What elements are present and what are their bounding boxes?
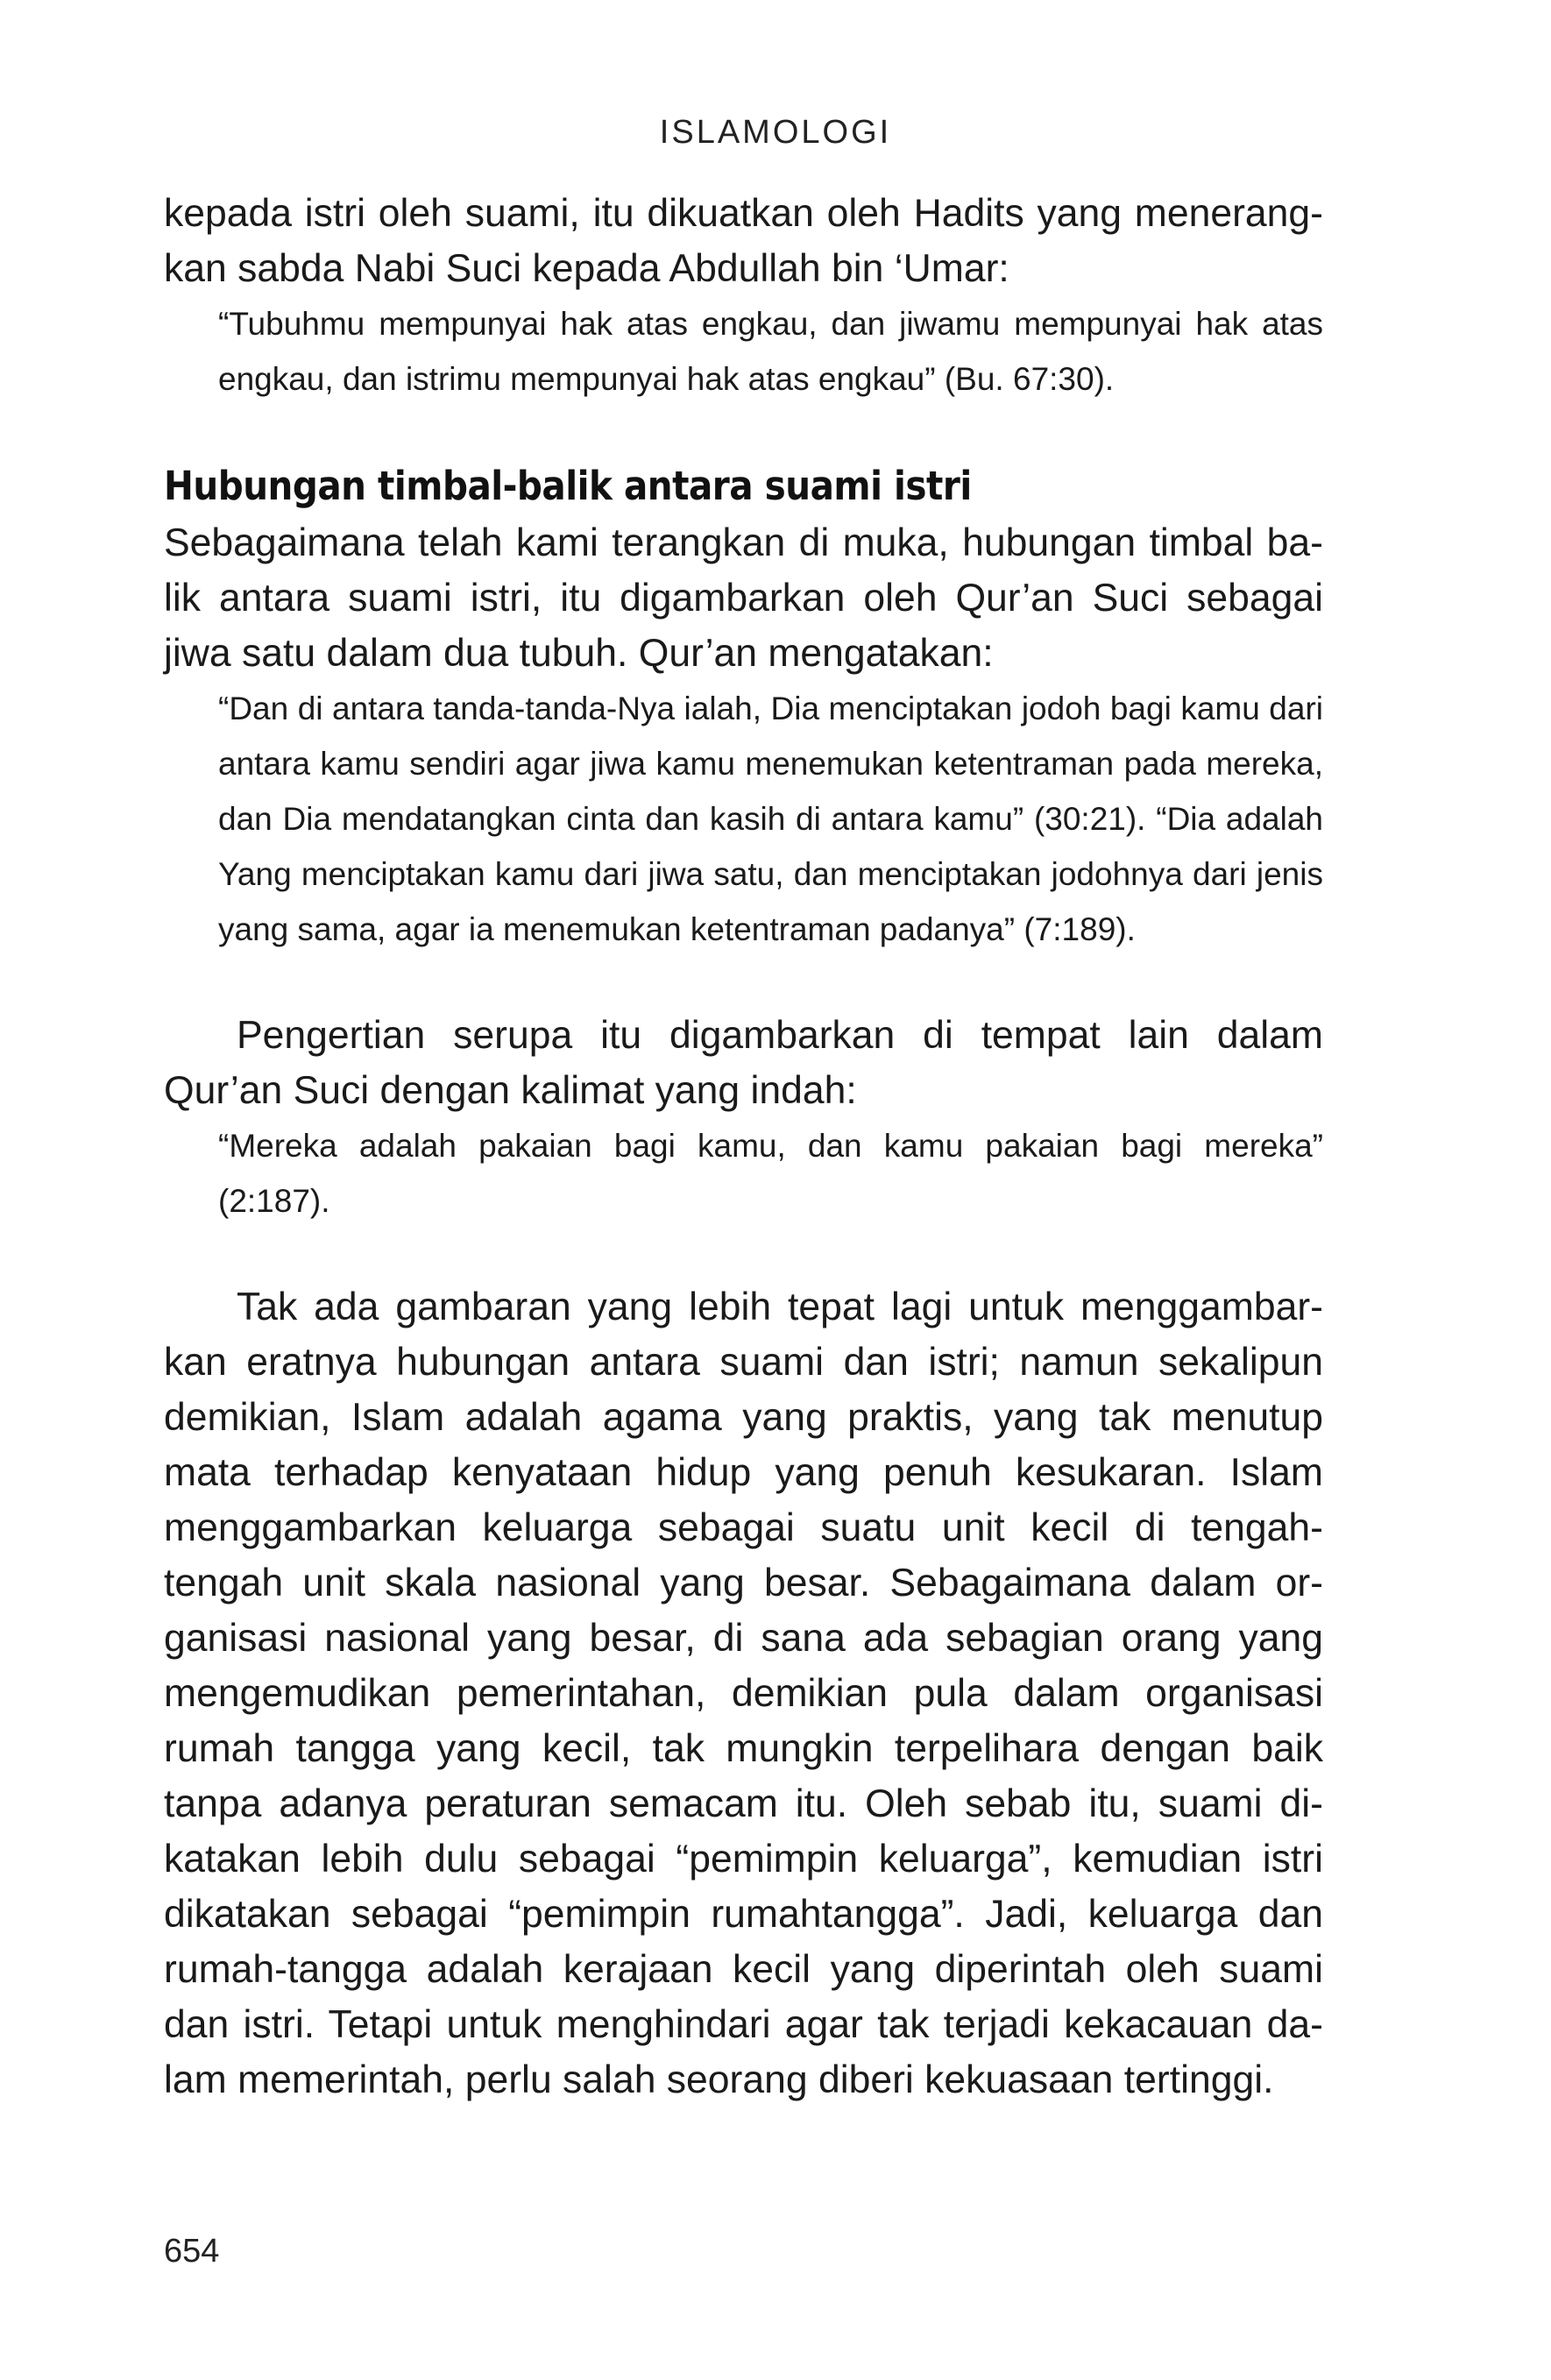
block-quote: “Dan di antara tanda-tanda-Nya ialah, Dia menciptakan jodoh bagi kamu dari antara kamu sendiri agar jiwa kamu menemukan ketentraman pada mereka, dan Dia mendatangkan cinta dan kasih di antara kamu” (30:21). “Dia adalah Yang menciptakan kamu dari jiwa satu, dan menciptakan jodohnya dari jenis yang sama, agar ia menemukan ketentraman padanya” (7:189). [218, 691, 1323, 947]
block-quote: “Tubuhmu mempunyai hak atas engkau, dan jiwamu mempunyai hak atas engkau, dan istrimu mempunyai hak atas engkau” (Bu. 67:30). [218, 306, 1323, 397]
spacer [164, 957, 1323, 1008]
body-paragraph: kepada istri oleh suami, itu dikuatkan oleh Hadits yang menerangkan sabda Nabi Suci kepada Abdullah bin ‘Umar: [164, 192, 1323, 290]
running-head: ISLAMOLOGI [659, 114, 892, 151]
page-body [164, 186, 1323, 2107]
section-heading: Hubungan timbal-balik antara suami istri [164, 463, 972, 509]
page-number: 654 [164, 2233, 220, 2270]
spacer [164, 407, 1323, 457]
body-paragraph: Sebagaimana telah kami terangkan di muka, hubungan timbal balik antara suami istri, itu digambarkan oleh Qur’an Suci sebagai jiwa satu dalam dua tubuh. Qur’an mengatakan: [164, 521, 1323, 675]
spacer [164, 1229, 1323, 1279]
body-paragraph: Tak ada gambaran yang lebih tepat lagi untuk menggambarkan eratnya hubungan antara suami dan istri; namun sekalipun demikian, Islam adalah agama yang praktis, yang tak menutup mata terhadap kenyataan hidup yang penuh kesukaran. Islam menggambarkan keluarga sebagai suatu unit kecil di tengah-tengah unit skala nasional yang besar. Sebagaimana dalam organisasi nasional yang besar, di sana ada sebagian orang yang mengemudikan pemerintahan, demikian pula dalam organisasi rumah tangga yang kecil, tak mungkin terpelihara dengan baik tanpa adanya peraturan semacam itu. Oleh sebab itu, suami dikatakan lebih dulu sebagai “pemimpin keluarga”, kemudian istri dikatakan sebagai “pemimpin rumahtangga”. Jadi, keluarga dan rumah-tangga adalah kerajaan kecil yang diperintah oleh suami dan istri. Tetapi untuk menghindari agar tak terjadi kekacauan dalam memerintah, perlu salah seorang diberi kekuasaan tertinggi. [164, 1286, 1323, 2101]
body-paragraph: Pengertian serupa itu digambarkan di tempat lain dalam Qur’an Suci dengan kalimat yang indah: [164, 1014, 1323, 1112]
block-quote: “Mereka adalah pakaian bagi kamu, dan kamu pakaian bagi mereka” (2:187). [218, 1128, 1323, 1219]
